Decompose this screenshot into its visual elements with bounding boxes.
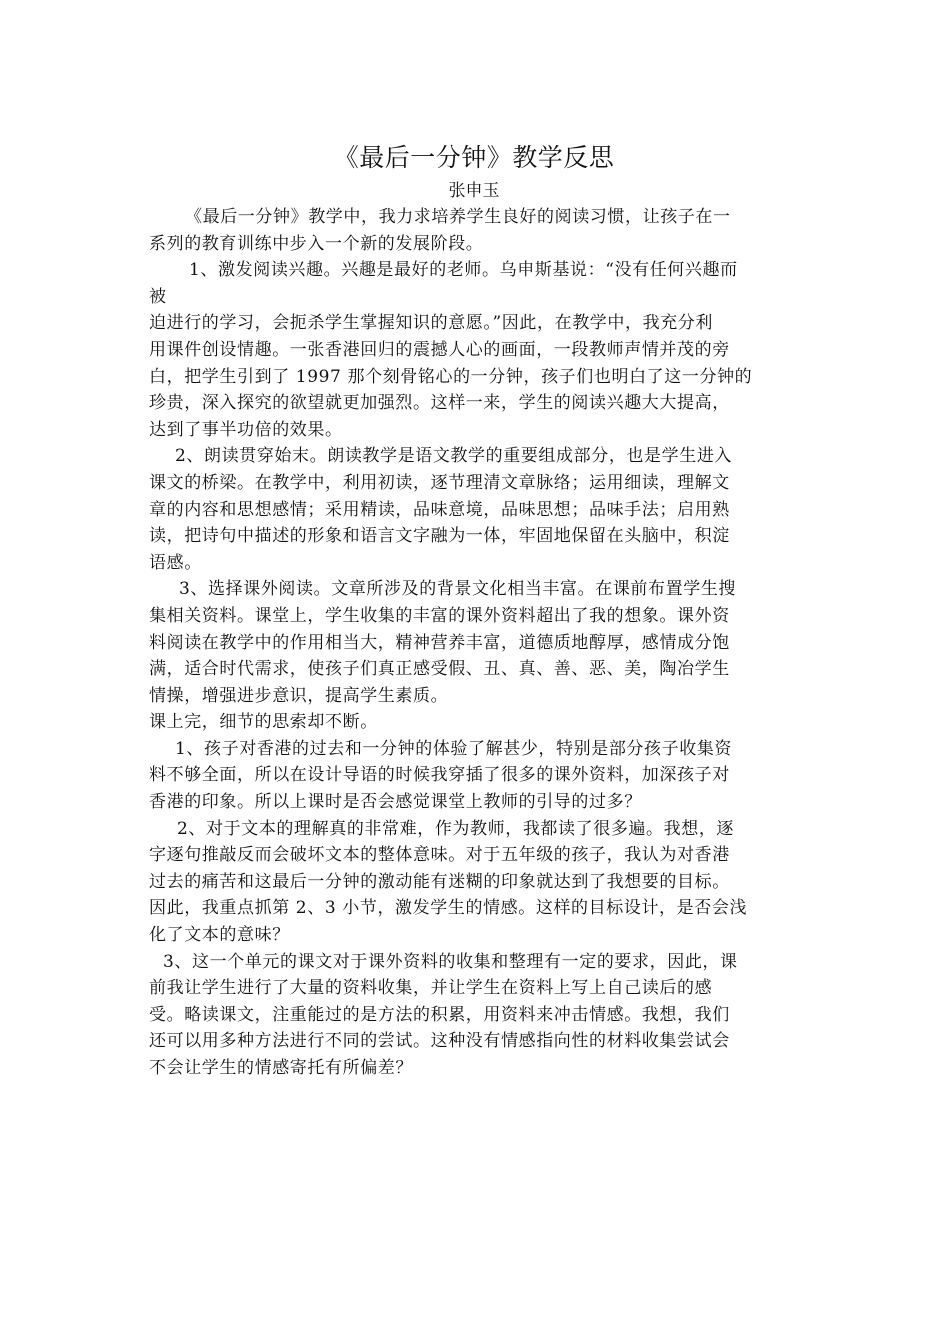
text-line: 课文的桥梁。在教学中，利用初读，逐节理清文章脉络；运用细读，理解文	[149, 472, 730, 493]
text-line: 字逐句推敲反而会破坏文本的整体意味。对于五年级的孩子，我认为对香港	[149, 845, 730, 866]
author-name: 张申玉	[448, 181, 500, 201]
text-line: 满，适合时代需求，使孩子们真正感受假、丑、真、善、恶、美，陶冶学生	[149, 659, 730, 680]
paragraph-reflection-2	[149, 816, 799, 949]
text-line: 过去的痛苦和这最后一分钟的激动能有迷糊的印象就达到了我想要的目标。	[149, 871, 730, 892]
text-line: 香港的印象。所以上课时是否会感觉课堂上教师的引导的过多？	[149, 792, 642, 813]
text-line: 课上完，细节的思索却不断。	[149, 712, 378, 733]
text-line: 情操，增强进步意识，提高学生素质。	[149, 685, 449, 706]
text-line: 读，把诗句中描述的形象和语言文字融为一体，牢固地保留在头脑中，积淀	[149, 526, 730, 547]
text-line: 达到了事半功倍的效果。	[149, 419, 343, 440]
text-line: 因此，我重点抓第 2、3 小节，激发学生的情感。这样的目标设计，是否会浅	[149, 898, 748, 919]
text-line: 1、激发阅读兴趣。兴趣是最好的老师。乌申斯基说：“没有任何兴趣而	[189, 260, 738, 281]
text-line: 迫进行的学习，会扼杀学生掌握知识的意愿。”因此，在教学中，我充分利	[149, 313, 713, 334]
text-line: 系列的教育训练中步入一个新的发展阶段。	[149, 233, 484, 254]
text-line: 3、这一个单元的课文对于课外资料的收集和整理有一定的要求，因此，课	[163, 951, 738, 972]
text-line: 化了文本的意味？	[149, 925, 290, 946]
paragraph-point-1	[149, 257, 799, 443]
text-line: 珍贵，深入探究的欲望就更加强烈。这样一来，学生的阅读兴趣大大提高，	[149, 393, 730, 414]
text-line: 《最后一分钟》教学中，我力求培养学生良好的阅读习惯，让孩子在一	[185, 207, 731, 227]
text-line: 3、选择课外阅读。文章所涉及的背景文化相当丰富。在课前布置学生搜	[179, 579, 737, 600]
paragraph-point-2	[149, 443, 799, 576]
document-page	[149, 138, 799, 1082]
paragraph-reflection-intro	[149, 709, 799, 736]
document-title: 《最后一分钟》教学反思	[333, 143, 615, 172]
text-line: 不会让学生的情感寄托有所偏差？	[149, 1058, 413, 1078]
text-line: 语感。	[149, 552, 202, 573]
text-line: 料阅读在教学中的作用相当大，精神营养丰富，道德质地醇厚，感情成分饱	[149, 632, 730, 653]
text-line: 前我让学生进行了大量的资料收集，并让学生在资料上写上自己读后的感	[149, 978, 713, 999]
text-line: 集相关资料。课堂上，学生收集的丰富的课外资料超出了我的想象。课外资	[149, 605, 730, 626]
text-line: 1、孩子对香港的过去和一分钟的体验了解甚少，特别是部分孩子收集资	[175, 738, 733, 759]
text-line: 受。略读课文，注重能过的是方法的积累，用资料来冲击情感。我想，我们	[149, 1004, 730, 1025]
text-line: 用课件创设情趣。一张香港回归的震撼人心的画面，一段教师声情并茂的旁	[149, 339, 730, 360]
text-line: 料不够全面，所以在设计导语的时候我穿插了很多的课外资料，加深孩子对	[149, 765, 730, 786]
paragraph-intro	[149, 204, 799, 257]
text-line: 2、朗读贯穿始末。朗读教学是语文教学的重要组成部分，也是学生进入	[175, 446, 733, 467]
text-line: 2、对于文本的理解真的非常难，作为教师，我都读了很多遍。我想，逐	[177, 818, 735, 839]
text-line: 白，把学生引到了 1997 那个刻骨铭心的一分钟，孩子们也明白了这一分钟的	[149, 366, 753, 387]
text-line: 还可以用多种方法进行不同的尝试。这种没有情感指向性的材料收集尝试会	[149, 1031, 730, 1052]
paragraph-reflection-1	[149, 736, 799, 816]
paragraph-point-3	[149, 576, 799, 709]
text-line: 章的内容和思想感情；采用精读，品味意境，品味思想；品味手法；启用熟	[149, 499, 730, 520]
text-line: 被	[149, 286, 167, 307]
paragraph-reflection-3	[149, 949, 799, 1082]
